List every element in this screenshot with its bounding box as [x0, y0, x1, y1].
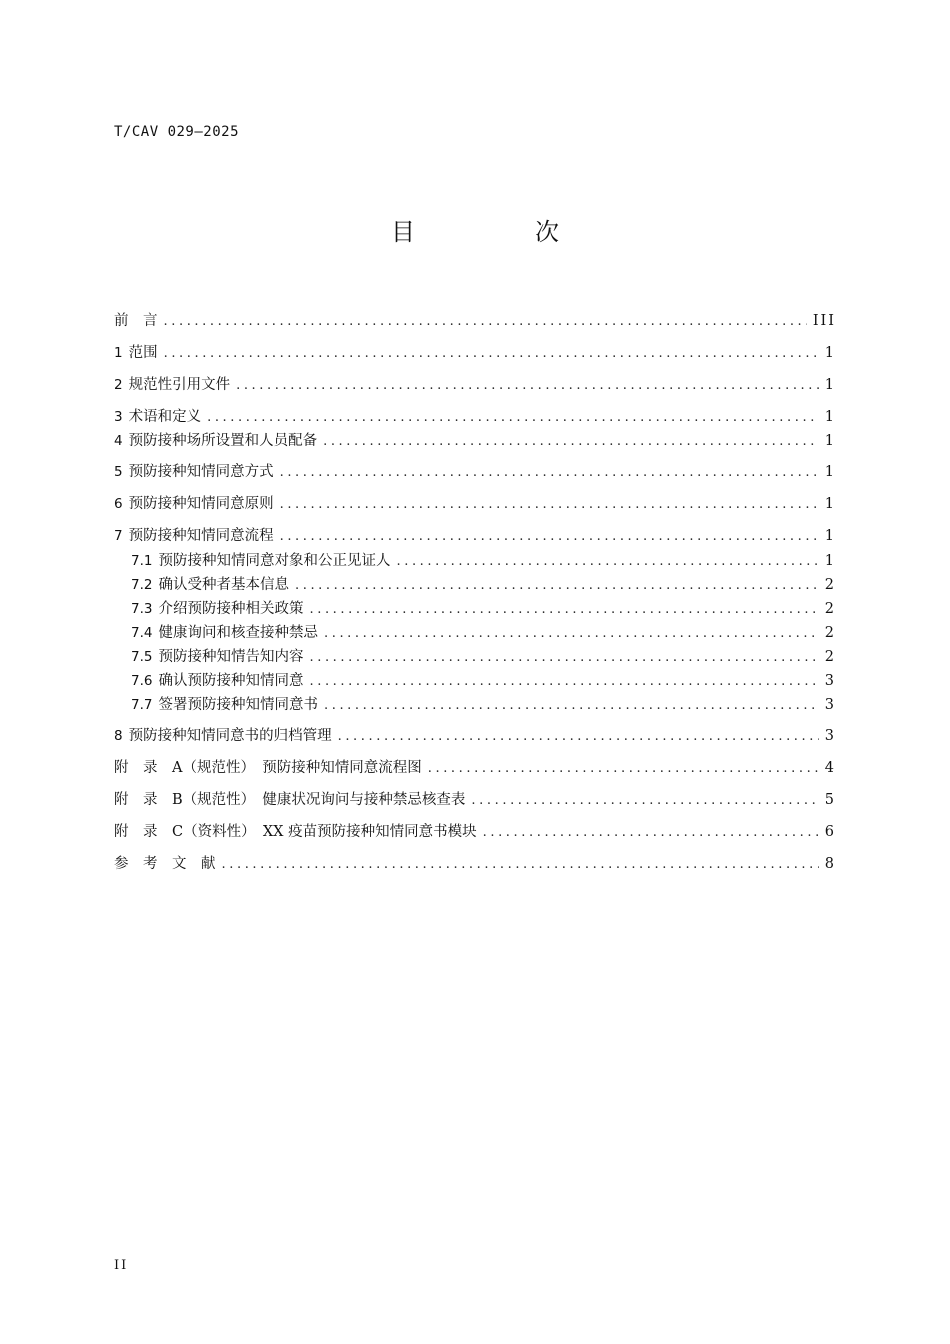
toc-leader-dots: [396, 552, 818, 572]
toc-section-number: 8: [114, 728, 123, 744]
toc-leader-dots: [471, 791, 818, 811]
toc-section-number: 6: [114, 496, 123, 512]
toc-section-number: 5: [114, 464, 123, 480]
toc-page-number: 8: [824, 856, 836, 872]
toc-entry-label: 术语和定义: [128, 409, 202, 425]
toc-leader-dots: [280, 495, 819, 515]
toc-entry-7-4[interactable]: [131, 623, 836, 644]
toc-entry-7-3[interactable]: [131, 599, 836, 620]
toc-entry-8[interactable]: [114, 726, 836, 747]
toc-section-number: 7.6: [131, 673, 153, 689]
toc-page-number: 1: [824, 464, 836, 480]
toc-entry-5[interactable]: [114, 462, 836, 483]
toc-leader-dots: [222, 855, 819, 875]
toc-leader-dots: [207, 408, 819, 428]
toc-page-number: 3: [824, 728, 836, 744]
toc-entry-label: 附 录 B（规范性） 健康状况询问与接种禁忌核查表: [114, 792, 466, 808]
toc-section-number: 3: [114, 409, 123, 425]
toc-page-number: 6: [824, 824, 836, 840]
toc-leader-dots: [309, 648, 818, 668]
toc-entry-7-5[interactable]: [131, 647, 836, 668]
toc-leader-dots: [164, 312, 807, 332]
toc-entry-appendix-a[interactable]: [114, 758, 836, 779]
toc-entry-label: 范围: [128, 345, 158, 361]
document-code: T/CAV 029—2025: [114, 124, 240, 140]
toc-page-number: 2: [824, 649, 836, 665]
toc-section-number: 7.1: [131, 553, 153, 569]
toc-page-number: 1: [824, 345, 836, 361]
toc-page-number: III: [812, 313, 836, 329]
toc-leader-dots: [309, 600, 818, 620]
toc-entry-label: 确认受种者基本信息: [158, 577, 289, 593]
toc-entry-label: 预防接种知情同意流程: [128, 528, 274, 544]
toc-leader-dots: [280, 527, 819, 547]
toc-leader-dots: [324, 624, 819, 644]
toc-entry-4[interactable]: [114, 431, 836, 452]
toc-entry-label: 预防接种知情同意对象和公正见证人: [158, 553, 391, 569]
toc-leader-dots: [236, 376, 819, 396]
toc-leader-dots: [428, 759, 819, 779]
toc-section-number: 7.5: [131, 649, 153, 665]
toc-section-number: 7.4: [131, 625, 153, 641]
toc-page-number: 1: [824, 553, 836, 569]
toc-section-number: 1: [114, 345, 123, 361]
toc-entry-label: 预防接种场所设置和人员配备: [128, 433, 318, 449]
toc-leader-dots: [280, 463, 819, 483]
toc-page-number: 1: [824, 528, 836, 544]
toc-leader-dots: [338, 727, 819, 747]
toc-section-number: 4: [114, 433, 123, 449]
toc-entry-label: 附 录 A（规范性） 预防接种知情同意流程图: [114, 760, 422, 776]
toc-page-number: 3: [824, 673, 836, 689]
toc-entry-appendix-c[interactable]: [114, 822, 836, 843]
toc-page-number: 2: [824, 601, 836, 617]
toc-entry-1[interactable]: [114, 343, 836, 364]
toc-entry-3[interactable]: [114, 407, 836, 428]
toc-entry-7-7[interactable]: [131, 695, 836, 716]
toc-page-number: 1: [824, 409, 836, 425]
toc-entry-7-6[interactable]: [131, 671, 836, 692]
toc-entry-label: 介绍预防接种相关政策: [158, 601, 304, 617]
toc-entry-label: 预防接种知情告知内容: [158, 649, 304, 665]
toc-title: 目 次: [391, 218, 607, 246]
toc-section-number: 7.2: [131, 577, 153, 593]
toc-leader-dots: [324, 696, 819, 716]
toc-entry-label: 健康询问和核查接种禁忌: [158, 625, 318, 641]
toc-entry-6[interactable]: [114, 494, 836, 515]
toc-entry-label: 前 言: [114, 313, 158, 329]
toc-section-number: 7.7: [131, 697, 153, 713]
toc-section-number: 7: [114, 528, 123, 544]
toc-entry-label: 确认预防接种知情同意: [158, 673, 304, 689]
toc-entry-label: 预防接种知情同意书的归档管理: [128, 728, 332, 744]
toc-page-number: 2: [824, 625, 836, 641]
toc-entry-foreword[interactable]: [114, 311, 836, 332]
toc-entry-appendix-b[interactable]: [114, 790, 836, 811]
toc-entry-2[interactable]: [114, 375, 836, 396]
toc-entry-label: 预防接种知情同意方式: [128, 464, 274, 480]
toc-entry-label: 签署预防接种知情同意书: [158, 697, 318, 713]
toc-page-number: 1: [824, 496, 836, 512]
toc-leader-dots: [295, 576, 819, 596]
toc-page-number: 5: [824, 792, 836, 808]
toc-leader-dots: [483, 823, 819, 843]
toc-page-number: 4: [824, 760, 836, 776]
toc-entry-bibliography[interactable]: [114, 854, 836, 875]
toc-section-number: 7.3: [131, 601, 153, 617]
toc-page-number: 1: [824, 433, 836, 449]
toc-page-number: 3: [824, 697, 836, 713]
toc-entry-7-1[interactable]: [131, 551, 836, 572]
toc-entry-label: 附 录 C（资料性） XX 疫苗预防接种知情同意书模块: [114, 824, 477, 840]
toc-leader-dots: [309, 672, 818, 692]
toc-entry-label: 规范性引用文件: [128, 377, 231, 393]
toc-leader-dots: [323, 432, 819, 452]
toc-entry-label: 参 考 文 献: [114, 856, 216, 872]
toc-page-number: 1: [824, 377, 836, 393]
toc-page-number: 2: [824, 577, 836, 593]
page-number: II: [114, 1258, 129, 1273]
toc-entry-label: 预防接种知情同意原则: [128, 496, 274, 512]
toc-entry-7-2[interactable]: [131, 575, 836, 596]
toc-section-number: 2: [114, 377, 123, 393]
toc-leader-dots: [164, 344, 819, 364]
toc-entry-7[interactable]: [114, 526, 836, 547]
